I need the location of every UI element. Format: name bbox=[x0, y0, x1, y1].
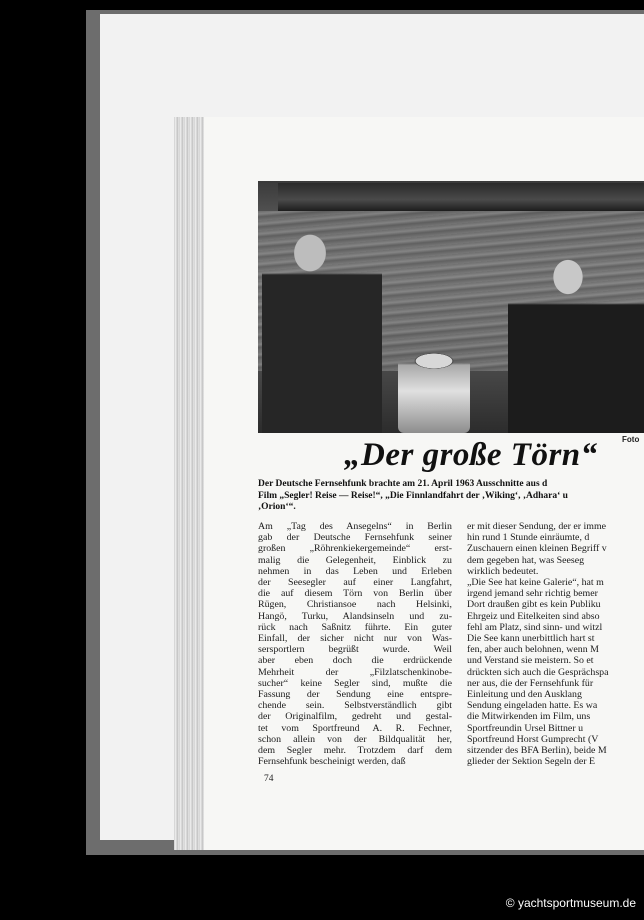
lead-line: Film „Segler! Reise — Reise!“, „Die Finnlandfahrt der ‚Wiking‘, ‚Adhara‘ u bbox=[258, 490, 568, 501]
text-line: Am „Tag des Ansegelns“ in Berlin bbox=[258, 521, 452, 532]
text-line: Rügen, Christiansoe nach Helsinki, bbox=[258, 599, 452, 611]
article-lead bbox=[258, 479, 644, 514]
lead-line: Der Deutsche Fernsehfunk brachte am 21. April 1963 Ausschnitte aus d bbox=[258, 479, 548, 489]
text-line: ner aus, die der Fernsehfunk für bbox=[467, 677, 594, 689]
text-line: nehmen in das Leben und Erleben bbox=[258, 565, 452, 577]
text-line: fehl am Platz, sind sinn- und witzl bbox=[467, 621, 603, 633]
text-line: schon allein von der Bildqualität her, bbox=[258, 733, 452, 745]
text-line: der Seesegler auf einer Langfahrt, bbox=[258, 577, 452, 589]
photo-winch bbox=[398, 349, 470, 433]
text-line: großen „Röhrenkiekergemeinde“ erst- bbox=[258, 543, 452, 555]
text-line: Sportfreund Horst Gumprecht (V bbox=[467, 733, 599, 745]
text-line: chende sein. Selbstverständlich gibt bbox=[258, 700, 452, 712]
text-line: Die See kann unerbittlich hart st bbox=[467, 633, 595, 645]
text-line: und Verstand sie meistern. So et bbox=[467, 655, 594, 667]
text-line: Zuschauern einen kleinen Begriff v bbox=[467, 543, 607, 555]
text-line: rück nach Saßnitz führte. Ein guter bbox=[258, 621, 452, 633]
text-line: Hangö, Turku, Alandsinseln und zu- bbox=[258, 610, 452, 622]
text-line: die Mitwirkenden im Film, uns bbox=[467, 711, 591, 723]
text-line: dem Segler mehr. Trotzdem darf dem bbox=[258, 745, 452, 757]
text-line: wirklich bedeutet. bbox=[467, 565, 539, 577]
photo-sailor-right bbox=[508, 243, 644, 433]
text-line: tet vom Sportfreund A. R. Fechner, bbox=[258, 722, 452, 734]
text-line: Mehrheit der „Filzlatschenkinobe- bbox=[258, 666, 452, 678]
page-number: 74 bbox=[264, 774, 274, 784]
text-line: aber eben doch die erdrückende bbox=[258, 655, 452, 667]
text-line: sucher“ keine Segler sind, mußte die bbox=[258, 677, 452, 689]
text-line: drückten sich auch die Gesprächspa bbox=[467, 666, 609, 678]
text-line: irgend jemand sehr richtig bemer bbox=[467, 588, 598, 600]
photo-sailor-left bbox=[262, 223, 382, 433]
text-line: Einfall, der sicher nicht nur von Was- bbox=[258, 633, 452, 645]
photo-credit: Foto bbox=[622, 435, 640, 444]
watermark: © yachtsportmuseum.de bbox=[505, 896, 636, 910]
text-line: Ehrgeiz und Eitelkeiten sind abso bbox=[467, 610, 600, 622]
text-line: sersportlern begrüßt wurde. Weil bbox=[258, 644, 452, 656]
text-line: malig die Gelegenheit, Einblick zu bbox=[258, 554, 452, 566]
text-line: er mit dieser Sendung, der er imme bbox=[467, 521, 607, 532]
text-line: Fassung der Sendung eine entspre- bbox=[258, 689, 452, 701]
article-headline: „Der große Törn“ bbox=[344, 437, 598, 473]
text-line: hin rund 1 Stunde einräumte, d bbox=[467, 532, 590, 544]
text-line: Fernsehfunk bescheinigt werden, daß bbox=[258, 756, 406, 768]
text-line: der Originalfilm, gedreht und gestal- bbox=[258, 711, 452, 723]
text-line: „Die See hat keine Galerie“, hat m bbox=[467, 577, 604, 589]
text-line: Einleitung und den Ausklang bbox=[467, 689, 582, 701]
text-line: Dort draußen gibt es kein Publiku bbox=[467, 599, 601, 611]
text-line: fen, aber auch belohnen, wenn M bbox=[467, 644, 599, 656]
text-line: Sendung eingeladen hatte. Es wa bbox=[467, 700, 598, 712]
text-line: glieder der Sektion Segeln der E bbox=[467, 756, 596, 768]
text-line: dem gegeben hat, was Seeseg bbox=[467, 554, 585, 566]
magazine-page bbox=[204, 117, 644, 850]
page-edge-stack bbox=[174, 117, 208, 850]
text-line: sitzender des BFA Berlin), beide M bbox=[467, 745, 607, 757]
text-line: Sportfreundin Ursel Bittner u bbox=[467, 722, 584, 734]
sailing-photo bbox=[258, 181, 644, 433]
article-column-left bbox=[258, 521, 452, 767]
photo-boom bbox=[278, 183, 644, 211]
lead-line: ‚Orion‘“. bbox=[258, 502, 296, 512]
article-column-right bbox=[467, 521, 644, 767]
text-line: die auf diesem Törn von Berlin über bbox=[258, 588, 452, 600]
text-line: gab der Deutsche Fernsehfunk seiner bbox=[258, 532, 452, 544]
